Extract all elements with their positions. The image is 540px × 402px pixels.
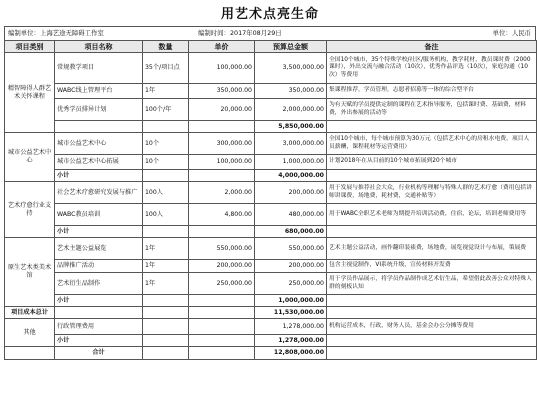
project-total-amount: 11,530,000.00 <box>255 307 327 319</box>
item-note: 计划2018年在从目前的10个城市拓展到20个城市 <box>327 155 537 170</box>
item-name: WABC教员培训 <box>55 204 143 226</box>
budget-table <box>4 40 537 360</box>
table-row <box>5 273 537 295</box>
subtotal-amount: 1,278,000.00 <box>255 335 327 347</box>
project-total-row <box>5 307 537 319</box>
item-qty: 100个/年 <box>143 99 189 121</box>
table-row <box>5 53 537 84</box>
table-row <box>5 133 537 155</box>
item-amount: 3,500,000.00 <box>255 53 327 84</box>
header-notes: 备注 <box>327 41 537 53</box>
item-qty: 35个/项目点 <box>143 53 189 84</box>
header-category: 项目类别 <box>5 41 55 53</box>
table-row <box>5 99 537 121</box>
item-name: 艺术主题公益展览 <box>55 238 143 260</box>
item-name: 优秀学员排异计划 <box>55 99 143 121</box>
category-cell: 艺术疗愈行业支持 <box>5 182 55 238</box>
item-price: 2,000.00 <box>189 182 255 204</box>
item-amount: 3,000,000.00 <box>255 133 327 155</box>
budget-sheet <box>4 4 536 360</box>
item-amount: 200,000.00 <box>255 260 327 273</box>
item-price <box>189 319 255 335</box>
item-price: 300,000.00 <box>189 133 255 155</box>
item-note: 机构运营成本，行政，财务人员，基金会办公分摊等费用 <box>327 319 537 335</box>
item-note: 全国10个城市，35个特殊学校/社区/服务机构，教学耗材，教员课时费（2000课时），外出交流与融合活动（10次），优秀作品评选（10次），家庭沟通（10次）等费用 <box>327 53 537 84</box>
category-cell: 精智障得人群艺术关怀课程 <box>5 53 55 133</box>
item-amount: 550,000.00 <box>255 238 327 260</box>
item-name: WABC线上管理平台 <box>55 84 143 99</box>
item-amount: 350,000.00 <box>255 84 327 99</box>
item-name: 艺术衍生品制作 <box>55 273 143 295</box>
item-qty: 10个 <box>143 133 189 155</box>
item-qty: 100人 <box>143 182 189 204</box>
item-note: 包含主视觉制作，VI系统升级，宣传材料开发费 <box>327 260 537 273</box>
item-amount: 1,000,000.00 <box>255 155 327 170</box>
table-row <box>5 260 537 273</box>
subtotal-row <box>5 121 537 133</box>
item-price: 350,000.00 <box>189 84 255 99</box>
grand-total-label: 合计 <box>55 347 143 360</box>
subtotal-row <box>5 170 537 182</box>
subtotal-amount: 680,000.00 <box>255 226 327 238</box>
item-name: 品牌推广活动 <box>55 260 143 273</box>
item-name: 行政管理费用 <box>55 319 143 335</box>
table-row <box>5 204 537 226</box>
header-quantity: 数量 <box>143 41 189 53</box>
item-price: 100,000.00 <box>189 155 255 170</box>
item-amount: 250,000.00 <box>255 273 327 295</box>
item-note: 用于WABC全职艺术老师为期提升培训活动费，住宿，论坛，培训老师费用等 <box>327 204 537 226</box>
table-row <box>5 84 537 99</box>
item-amount: 480,000.00 <box>255 204 327 226</box>
item-note: 用于发展与推荐社会大众，行业机构等理解与特殊人群的艺术疗愈（费用包括讲师讲课费，场地费，耗材费，交通补贴等） <box>327 182 537 204</box>
subtotal-label: 小计 <box>55 335 143 347</box>
subtotal-amount: 4,000,000.00 <box>255 170 327 182</box>
grand-total-row <box>5 347 537 360</box>
header-row <box>5 41 537 53</box>
item-price: 200,000.00 <box>189 260 255 273</box>
subtotal-row <box>5 226 537 238</box>
subtotal-row <box>5 335 537 347</box>
item-price: 20,000.00 <box>189 99 255 121</box>
item-name: 常规教学项目 <box>55 53 143 84</box>
item-note: 为有天赋的学员提供定制的课程在艺术指导服务，包括课时费、基础费，材料费，外出参展的活动等 <box>327 99 537 121</box>
subtotal-label: 小计 <box>55 226 143 238</box>
item-note: 全国10个城市，每个城市预算为30万元（包括艺术中心的房租水电费，项目人员薪酬，课程耗材等运营费用） <box>327 133 537 155</box>
category-cell: 原生艺术类美术馆 <box>5 238 55 307</box>
item-note: 集课程推荐，学员管理，志愿者招募等一体的综合型平台 <box>327 84 537 99</box>
subtotal-amount: 5,850,000.00 <box>255 121 327 133</box>
currency-label: 单位：人民币 <box>492 29 531 37</box>
item-amount: 2,000,000.00 <box>255 99 327 121</box>
date-label: 编制时间：2017年08月29日 <box>198 29 282 37</box>
header-total: 预算总金额 <box>255 41 327 53</box>
item-qty <box>143 319 189 335</box>
item-qty: 1年 <box>143 238 189 260</box>
item-qty: 10个 <box>143 155 189 170</box>
item-note: 用于学员作品展示，将学员作品制作成艺术衍生品，希望借此改善公众对特殊人群的刻板认知 <box>327 273 537 295</box>
item-qty: 100人 <box>143 204 189 226</box>
table-row <box>5 238 537 260</box>
item-qty: 1年 <box>143 260 189 273</box>
meta-row <box>4 26 536 40</box>
item-amount: 1,278,000.00 <box>255 319 327 335</box>
item-name: 城市公益艺术中心 <box>55 133 143 155</box>
header-unit-price: 单价 <box>189 41 255 53</box>
item-name: 社会艺术疗愈研究发展与推广 <box>55 182 143 204</box>
header-name: 项目名称 <box>55 41 143 53</box>
table-row <box>5 182 537 204</box>
category-cell: 其他 <box>5 319 55 347</box>
subtotal-amount: 1,000,000.00 <box>255 295 327 307</box>
item-amount: 200,000.00 <box>255 182 327 204</box>
item-price: 4,800.00 <box>189 204 255 226</box>
subtotal-label <box>55 121 143 133</box>
item-name: 城市公益艺术中心拓展 <box>55 155 143 170</box>
sheet-title: 用艺术点亮生命 <box>220 7 319 22</box>
category-cell: 城市公益艺术中心 <box>5 133 55 182</box>
table-row <box>5 155 537 170</box>
item-qty: 1年 <box>143 84 189 99</box>
item-qty: 1年 <box>143 273 189 295</box>
item-note: 艺术主题公益活动，画作翻印装裱费，场地费，展览视觉设计与布展，策展费 <box>327 238 537 260</box>
subtotal-label: 小计 <box>55 295 143 307</box>
item-price: 250,000.00 <box>189 273 255 295</box>
item-price: 100,000.00 <box>189 53 255 84</box>
grand-total-amount: 12,808,000.00 <box>255 347 327 360</box>
organization-label: 编制单位：上海艺途无障碍工作室 <box>8 29 104 37</box>
subtotal-label: 小计 <box>55 170 143 182</box>
project-total-label: 项目成本总计 <box>5 307 55 319</box>
table-row <box>5 319 537 335</box>
subtotal-row <box>5 295 537 307</box>
item-price: 550,000.00 <box>189 238 255 260</box>
